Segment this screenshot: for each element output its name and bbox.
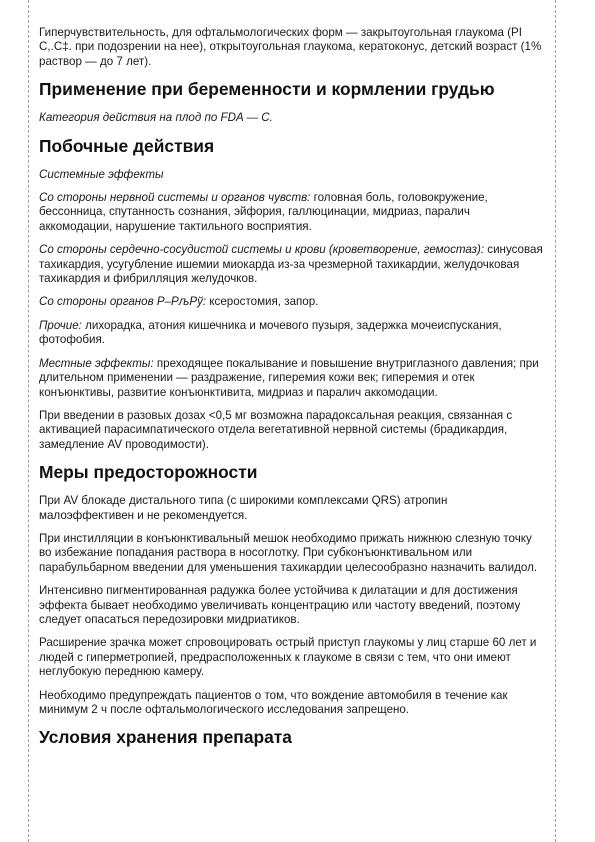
nervous-system-label: Со стороны нервной системы и органов чувств: <box>39 191 311 205</box>
gi-paragraph <box>39 295 545 309</box>
pregnancy-heading: Применение при беременности и кормлении грудью <box>39 79 495 100</box>
cardio-paragraph <box>39 243 545 286</box>
nervous-system-paragraph <box>39 191 545 234</box>
precaution-paragraph: Необходимо предупреждать пациентов о том, что вождение автомобиля в течение как минимум 2 ч после офтальмологического исследования запрещено. <box>39 688 508 716</box>
fda-category-text: Категория действия на плод по FDA — C. <box>39 111 273 125</box>
cardio-text: синусовая тахикардия, усугубление ишемии миокарда из-за чрезмерной тахикардии, желудочковая тахикардия и фибрилляция желудочков. <box>39 243 543 286</box>
precaution-paragraph: При инстилляции в конъюнктивальный мешок необходимо прижать нижнюю слезную точку во избежание попадания раствора в носоглотку. При субконъюнктивальном или парабульбарном введении для уменьшения тахикардии целесообразно назначить валидол. <box>39 531 538 574</box>
side-effects-heading: Побочные действия <box>39 135 215 156</box>
precaution-paragraph: Интенсивно пигментированная радужка более устойчива к дилатации и для достижения эффекта бывает необходимо увеличивать концентрацию или частоту введений, поэтому следует опасаться передозировки мидриатиков. <box>39 584 521 626</box>
gi-label: Со стороны органов Р–РљРў: <box>39 295 207 309</box>
nervous-system-text: головная боль, головокружение, бессонница, спутанность сознания, эйфория, галлюцинации, мидриаз, паралич аккомодации, нарушение тактильного восприятия. <box>39 191 488 233</box>
storage-heading: Условия хранения препарата <box>39 727 292 748</box>
gi-text: ксеростомия, запор. <box>206 295 319 309</box>
local-effects-paragraph <box>39 357 545 400</box>
precaution-paragraph: Расширение зрачка может спровоцировать острый приступ глаукомы у лиц старше 60 лет и людей с гиперметропией, предрасположенных к глаукоме в связи с тем, что они имеют неглубокую переднюю камеру. <box>39 636 537 679</box>
paradoxical-reaction-text: При введении в разовых дозах <0,5 мг возможна парадоксальная реакция, связанная с активацией парасимпатического отдела вегетативной нервной системы (брадикардия, замедление AV проводимости). <box>39 408 513 451</box>
local-effects-text: преходящее покалывание и повышение внутриглазного давления; при длительном применении — раздражение, гиперемия кожи век; гиперемия и отек конъюнктивы, развитие конъюнктивита, мидриаз и паралич аккомодации. <box>39 356 539 399</box>
other-effects-paragraph <box>39 319 545 348</box>
other-effects-label: Прочие: <box>39 318 82 332</box>
local-effects-label: Местные эффекты: <box>39 356 154 370</box>
precautions-heading: Меры предосторожности <box>39 462 258 483</box>
contraindications-text: Гиперчувствительность, для офтальмологических форм — закрытоугольная глаукома (PI С,.С‡. при подозрении на нее), открытоугольная глаукома, кератоконус, детский возраст (1% раствор — до 7 лет). <box>39 26 542 68</box>
other-effects-text: лихорадка, атония кишечника и мочевого пузыря, задержка мочеиспускания, фотофобия. <box>39 318 502 347</box>
precaution-paragraph: При AV блокаде дистального типа (с широкими комплексами QRS) атропин малоэффективен и не рекомендуется. <box>39 494 448 522</box>
systemic-effects-label: Системные эффекты <box>39 167 164 181</box>
cardio-label: Со стороны сердечно-сосудистой системы и крови (кроветворение, гемостаз): <box>39 243 485 257</box>
document-page <box>28 0 556 842</box>
